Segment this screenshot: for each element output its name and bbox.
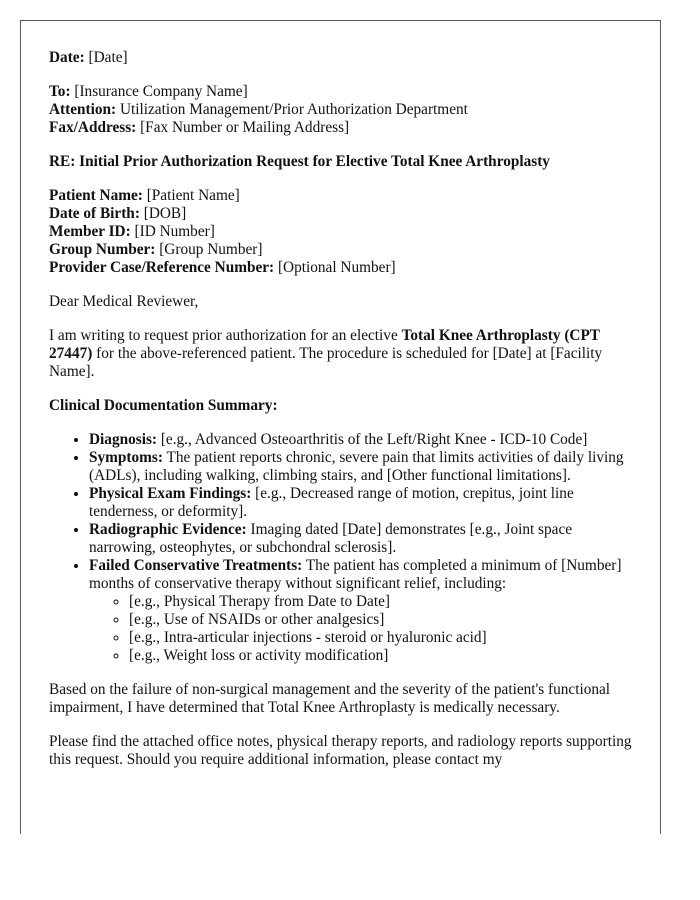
list-item: • Diagnosis: [e.g., Advanced Osteoarthritis of the Left/Right Knee - ICD-10 Code] xyxy=(89,431,632,449)
summary-heading: Clinical Documentation Summary: xyxy=(49,397,278,414)
list-item: • Radiographic Evidence: Imaging dated [Date] demonstrates [e.g., Joint space narrowing, osteophytes, or subchondral sclerosis]. xyxy=(89,521,632,557)
salutation: Dear Medical Reviewer, xyxy=(49,293,199,310)
treatment-item: ◦ [e.g., Weight loss or activity modification] xyxy=(129,647,632,665)
clinical-summary-list xyxy=(49,431,632,665)
list-item: • Failed Conservative Treatments: The patient has completed a minimum of [Number] months of conservative therapy without significant relief, including: ◦ [e.g., Physical Therapy from Date to Date] ◦ [e.g., Use of NSAIDs or other analgesics] ◦ [e.g., Intra-articular injections - steroid or hyaluronic acid] ◦ [e.g., Weight loss or activity modification] xyxy=(89,557,632,665)
list-item: • Physical Exam Findings: [e.g., Decreased range of motion, crepitus, joint line tenderness, or deformity]. xyxy=(89,485,632,521)
recipient-block: To: [Insurance Company Name] Attention: Utilization Management/Prior Authorization Department Fax/Address: [Fax Number or Mailing Address] xyxy=(49,83,468,136)
letter-page xyxy=(20,20,661,834)
re-line: RE: Initial Prior Authorization Request for Elective Total Knee Arthroplasty xyxy=(49,153,550,170)
list-item: • Symptoms: The patient reports chronic, severe pain that limits activities of daily living (ADLs), including walking, climbing stairs, and [Other functional limitations]. xyxy=(89,449,632,485)
treatment-item: ◦ [e.g., Use of NSAIDs or other analgesics] xyxy=(129,611,632,629)
treatment-item: ◦ [e.g., Physical Therapy from Date to Date] xyxy=(129,593,632,611)
treatment-list xyxy=(89,593,632,665)
conclusion-paragraph: Based on the failure of non-surgical management and the severity of the patient's functional impairment, I have determined that Total Knee Arthroplasty is medically necessary. xyxy=(49,681,611,716)
patient-block: Patient Name: [Patient Name] Date of Birth: [DOB] Member ID: [ID Number] Group Number: [Group Number] Provider Case/Reference Number: [Optional Number] xyxy=(49,187,396,276)
closing-paragraph: Please find the attached office notes, physical therapy reports, and radiology reports supporting this request. Should you require additional information, please contact my xyxy=(49,733,632,768)
intro-paragraph: I am writing to request prior authorization for an elective Total Knee Arthroplasty (CPT 27447) for the above-referenced patient. The procedure is scheduled for [Date] at [Facility Name]. xyxy=(49,327,603,380)
treatment-item: ◦ [e.g., Intra-articular injections - steroid or hyaluronic acid] xyxy=(129,629,632,647)
date-line: Date: [Date] xyxy=(49,49,128,66)
